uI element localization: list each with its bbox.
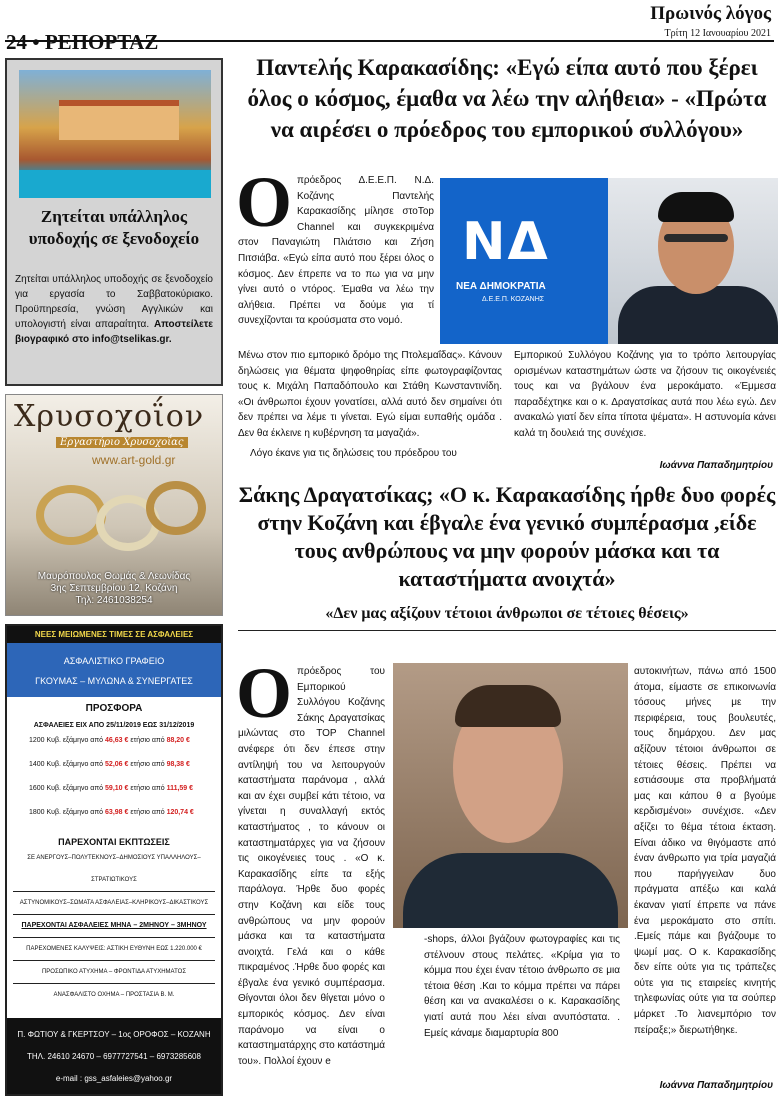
hotel-pool (19, 170, 211, 198)
price-half: 63,98 € (105, 809, 129, 816)
article2-text-a: πρόεδρος του Εμπορικού Συλλόγου Κοζάνης Σάκης Δραγατσίκας μιλώντας στο TOP Channel ανέφερε ότι δεν έπεσε στην αντίληψή του να λειτουργούν καταστήματα παράνομα , αλλά και αν έχει συμβεί κάτι τέτοιο, να γίνεται η συναλλαγή εκτός καταστήματος , το κάνουν οι καταστηματάρχες για να ζήσουν τις οικογένειες τους . «Ο κ. Καρακασίδης είπε τα εξής παράλογα. Ήρθε δυο φορές στην Κοζάνη και είδε τους ανθρώπους να μην φορούν μάσκα και τα καταστήματα ανοιχτά. Γελά και ο κάθε πικραμένος .Ήρθε δυο φορές και έβγαλε ένα γενικό συμπέρασμα. Θίγονται όλοι δεν θίγεται μόνο ο εμπορικός κόσμος. Δεν είναι παράνομο να είναι ο καταστηματάρχης στο κατάστημά του». Πολλοί έχουν e (238, 666, 385, 1067)
article1-col-c (514, 348, 776, 442)
article2-dropcap: Ο (236, 653, 293, 733)
hotel-building (59, 100, 179, 140)
price-half: 59,10 € (105, 785, 129, 792)
insurance-banner: ΝΕΕΣ ΜΕΙΩΜΕΝΕΣ ΤΙΜΕΣ ΣΕ ΑΣΦΑΛΕΙΕΣ (7, 626, 221, 643)
price-row (29, 777, 221, 801)
article2-headline: Σάκης Δραγατσίκας; «Ο κ. Καρακασίδης ήρθε δυο φορές στην Κοζάνη και έβγαλε ένα γενικό συμπέρασμα ,είδε τους ανθρώπους να μην φορούν μάσκα και τα καταστήματα ανοιχτά» (238, 482, 776, 591)
article2-byline: Ιωάννα Παπαδημητρίου (659, 1080, 773, 1091)
jewelry-street: 3ης Σεπτεμβρίου 12, Κοζάνη (50, 583, 178, 594)
jewelry-owners: Μαυρόπουλος Θωμάς & Λεωνίδας (37, 571, 191, 582)
nd-logo-icon: ΝΔ (462, 212, 550, 272)
jewelry-url[interactable]: www.art-gold.gr (92, 453, 176, 467)
masthead-date: Τρίτη 12 Ιανουαρίου 2021 (664, 28, 771, 39)
article2-col-a (236, 653, 385, 1069)
insurance-office: ΑΣΦΑΛΙΣΤΙΚΟ ΓΡΑΦΕΙΟ (63, 656, 165, 666)
portrait-hair (455, 685, 561, 727)
article1-photo (440, 178, 778, 344)
article1-col-b (238, 348, 502, 461)
insurance-address: Π. ΦΩΤΙΟΥ & ΓΚΕΡΤΣΟΥ – 1ος ΟΡΟΦΟΣ – ΚΟΖΑΝΗ (17, 1030, 211, 1039)
portrait-glasses (664, 234, 728, 242)
ad-hotel-text (15, 272, 213, 347)
portrait-hair (658, 192, 734, 222)
article1-byline: Ιωάννα Παπαδημητρίου (659, 460, 773, 471)
jewelry-brand: Χρυσοχοΐον (14, 399, 205, 434)
insurance-groups-2: ΑΣΤΥΝΟΜΙΚΟΥΣ–ΣΩΜΑΤΑ ΑΣΦΑΛΕΙΑΣ–ΚΛΗΡΙΚΟΥΣ–ΔΙΚΑΣΤΙΚΟΥΣ (19, 900, 209, 906)
price-year: 98,38 € (166, 761, 190, 768)
article2-text-b: -shops, άλλοι βγάζουν φωτογραφίες και τις στέλνουν στους πελάτες. «Κρίμα για το κόμμα που έχει έναν τέτοιο άνθρωπο σε μια τέτοια θέση .Και το κόμμα πρέπει να πάρει θέση και να ανακαλέσει ο κ. Καρακασίδης γιατί αυτά που λέει είναι ανυπόστατα. . Εμείς κάναμε διαμαρτυρία 800 (424, 934, 620, 1039)
ad-insurance[interactable] (5, 624, 223, 1096)
price-half: 52,06 € (105, 761, 129, 768)
insurance-email[interactable]: e-mail : gss_asfaleies@yahoo.gr (55, 1074, 173, 1083)
section-bullet: • (32, 30, 40, 54)
ad-jewelry[interactable] (5, 394, 223, 616)
price-row (29, 729, 221, 753)
insurance-discounts: ΠΑΡΕΧΟΝΤΑΙ ΕΚΠΤΩΣΕΙΣ (58, 837, 170, 847)
article2-text-c: αυτοκινήτων, πάνω από 1500 άτομα, είμαστε σε επικοινωνία τόσους μήνες με την περιφέρεια, τους βουλευτές, τους δημάρχου. Δεν μας αξίζουν τέτοιοι άνθρωποι σε τέτοιες θέσεις. Πρέπει να εστιάσουμε στα προβλήματά μας και κάπου θ α βγούμε κερδισμένοι» συνέχισε. «Δεν αξίζει το θέμα τέτοια έκταση. Είναι άδικο να θιγόμαστε από έναν άνθρωπο για τρία μαγαζιά που παρήγγειλαν δυο πράγματα απέξω και καλά έκαναν γιατί έπρεπε να πάνε ένα μεροκάματο στο σπίτι. .Εμείς πάμε και βγάζουμε το ψωμί μας. Ο κ. Καρακασίδης δεν είπε ούτε για τις τράπεζες ούτε για τις εταιρείες κινητής τηλεφωνίας ούτε για τα σούπερ μάρκετ .Το λιανεμπόριο τον πείραξε;» διερωτήθηκε. (634, 666, 776, 1036)
insurance-period: ΑΣΦΑΛΕΙΕΣ ΕΙΧ ΑΠΟ 25/11/2019 ΕΩΣ 31/12/2019 (33, 722, 195, 729)
article2-subhead: «Δεν μας αξίζουν τέτοιοι άνθρωποι σε τέτοιες θέσεις» (325, 605, 689, 622)
article1-text-a: πρόεδρος Δ.Ε.Ε.Π. Ν.Δ. Κοζάνης Παντελής Καρακασίδης μίλησε στοTop Channel και συγκεκριμένα στον Παναγιώτη Πλιάτσιο και Ζήση Πιτσιάβα. «Εγώ είπα αυτό που ξέρει όλος ο κόσμος. Δεν έπρεπε να το πω για να μην γίνει αυτό ο ντόρος. Έμαθα να λέω την αλήθεια. Πρέπει να δούμε για τί συνεχίζονται τα κρούσματα στο νομό. (238, 175, 434, 327)
divider (238, 630, 776, 631)
nd-logo-name: ΝΕΑ ΔΗΜΟΚΡΑΤΙΑ (456, 281, 546, 292)
ring-icon (146, 481, 206, 535)
price-mid: ετήσιο από (130, 785, 165, 792)
price-year: 88,20 € (166, 737, 190, 744)
article1-text-b: Μένω στον πιο εμπορικό δρόμο της Πτολεμαΐδας». Κάνουν δηλώσεις για θέματα ψηφοθηρίας είπε φωτογραφίζοντας τους κ. Μιχάλη Παπαδόπουλο και Στάθη Κωνσταντινίδη. «Οι άνθρωποι έχουν γονατίσει, αλλά αυτό δεν σημαίνει ότι δεν πρέπει να λέμε τι γίνεται. Εγώ είμαι ευπαθής ομάδα . Δεν θα έκλεινε η κυβέρνηση τα μαγαζιά». (238, 350, 502, 439)
price-label: 1400 Κυβ. εξάμηνο από (29, 761, 104, 768)
section-label (6, 30, 158, 55)
ad-hotel-cta: Αποστείλετε βιογραφικό στο info@tselikas.gr. (15, 319, 214, 345)
dragatsikas-portrait (393, 663, 628, 928)
price-year: 120,74 € (166, 809, 194, 816)
nd-logo-panel (440, 178, 608, 344)
article2-col-b (424, 932, 620, 1041)
insurance-coverage-3: ΑΝΑΣΦΑΛΙΣΤΟ ΟΧΗΜΑ – ΠΡΟΣΤΑΣΙΑ Β. Μ. (53, 992, 175, 998)
price-label: 1200 Κυβ. εξάμηνο από (29, 737, 104, 744)
article1-headline: Παντελής Καρακασίδης: «Εγώ είπα αυτό που ξέρει όλος ο κόσμος, έμαθα να λέω την αλήθεια» - «Πρώτα να αιρέσει ο πρόεδρος του εμπορικού συλλόγου» (247, 55, 767, 142)
masthead-title: Πρωινός λόγος (650, 3, 771, 24)
insurance-monthly: ΠΑΡΕΧΟΝΤΑΙ ΑΣΦΑΛΕΙΕΣ ΜΗΝΑ – 2ΜΗΝΟΥ – 3ΜΗΝΟΥ (21, 922, 207, 929)
article1-col-a (236, 162, 434, 329)
insurance-contact (7, 1018, 221, 1094)
insurance-groups-1: ΣΕ ΑΝΕΡΓΟΥΣ–ΠΟΛΥΤΕΚΝΟΥΣ–ΔΗΜΟΣΙΟΥΣ ΥΠΑΛΛΗΛΟΥΣ–ΣΤΡΑΤΙΩΤΙΚΟΥΣ (27, 855, 201, 883)
ad-hotel-title: Ζητείται υπάλληλος υποδοχής σε ξενοδοχείο (28, 207, 200, 248)
price-mid: ετήσιο από (130, 761, 165, 768)
insurance-coverage-2: ΠΡΟΣΩΠΙΚΟ ΑΤΥΧΗΜΑ – ΦΡΟΝΤΙΔΑ ΑΤΥΧΗΜΑΤΟΣ (41, 969, 187, 975)
price-year: 111,59 € (166, 785, 194, 792)
insurance-phones: ΤΗΛ. 24610 24670 – 6977727541 – 6973285608 (27, 1052, 201, 1061)
ad-hotel-job[interactable] (5, 58, 223, 386)
hotel-photo (19, 70, 211, 198)
page-number: 24 (6, 30, 27, 54)
jewelry-subtitle: Εργαστήριο Χρυσοχοΐας (56, 437, 188, 448)
article1-text-c: Εμπορικού Συλλόγου Κοζάνης για το τρόπο λειτουργίας ορισμένων καταστημάτων ώστε να ζήσουν τις οικογένειές τους και να βγάλουν ένα μεροκάματο. «Έμμεσα παραδέχτηκε και ο κ. Δραγατσίκας αυτά που λέω εγώ. Δεν ανακαλώ γιατί δεν είπα τίποτα ψέματα». Η αστυνομία κάνει καλά τη δουλειά της συνέχισε. (514, 350, 776, 439)
jewelry-phone: Τηλ: 2461038254 (75, 595, 153, 606)
price-row (29, 801, 221, 825)
portrait-suit (618, 286, 778, 344)
price-half: 46,63 € (105, 737, 129, 744)
article2-col-c (634, 664, 776, 1038)
price-label: 1800 Κυβ. εξάμηνο από (29, 809, 104, 816)
ring-icon (36, 485, 106, 545)
nd-logo-sub: Δ.Ε.Ε.Π. ΚΟΖΑΝΗΣ (482, 296, 545, 303)
price-mid: ετήσιο από (130, 737, 165, 744)
jewelry-address (10, 571, 218, 607)
article1-dropcap: Ο (236, 162, 293, 242)
ad-hotel-body: Ζητείται υπάλληλος υποδοχής σε ξενοδοχείο για εργασία το Σαββατοκύριακο. Προϋπηρεσία, γνώση Αγγλικών και υπολογιστή είναι απαραίτητα. (15, 274, 213, 330)
price-label: 1600 Κυβ. εξάμηνο από (29, 785, 104, 792)
article1-text-b2: Λόγο έκανε για τις δηλώσεις του πρόεδρου του (250, 447, 457, 459)
price-row (29, 753, 221, 777)
insurance-coverage-1: ΠΑΡΕΧΟΜΕΝΕΣ ΚΑΛΥΨΕΙΣ: ΑΣΤΙΚΗ ΕΥΘΥΝΗ ΕΩΣ 1.220.000 € (26, 946, 202, 952)
insurance-header (7, 643, 221, 697)
karakasidis-portrait (608, 178, 778, 344)
insurance-offer: ΠΡΟΣΦΟΡΑ (85, 703, 143, 714)
insurance-owners: ΓΚΟΥΜΑΣ – ΜΥΛΩΝΑ & ΣΥΝΕΡΓΑΤΕΣ (35, 676, 193, 686)
section-name: ΡΕΠΟΡΤΑΖ (44, 30, 159, 54)
price-mid: ετήσιο από (130, 809, 165, 816)
portrait-jacket (403, 853, 618, 928)
